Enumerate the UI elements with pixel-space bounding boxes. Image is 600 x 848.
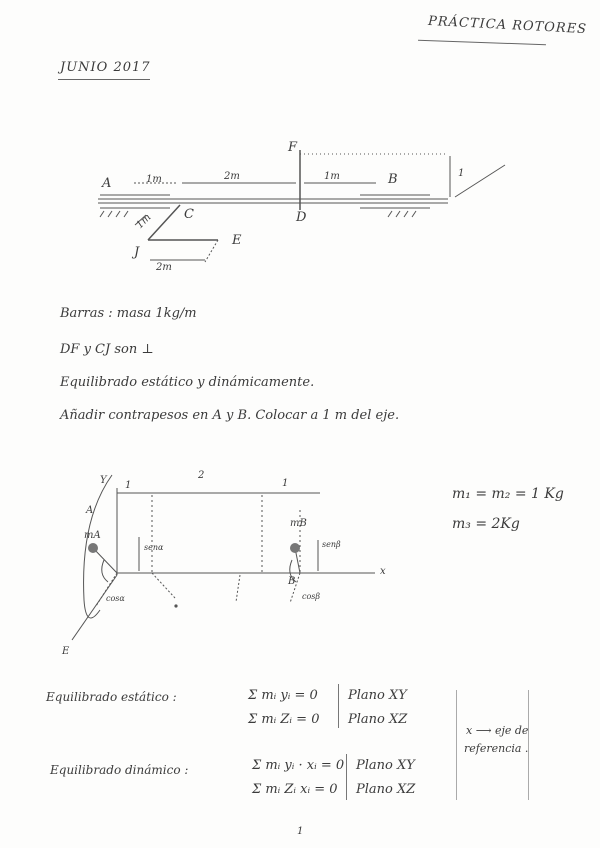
- label-j: J: [134, 245, 140, 260]
- dim-mid: 2: [198, 470, 205, 481]
- dim-height: 1: [458, 168, 465, 179]
- label-f: F: [288, 140, 298, 155]
- point-a-label: A: [86, 505, 94, 516]
- mass-a-dot: [88, 543, 98, 553]
- dynamic-divider: [346, 754, 347, 800]
- cos-alpha: cosα: [106, 594, 125, 603]
- label-e: E: [232, 233, 242, 248]
- sen-beta: senβ: [322, 540, 341, 549]
- static-divider: [338, 684, 339, 728]
- dim-db: 1m: [324, 171, 340, 182]
- static-plane-1: Plano XY: [348, 688, 407, 703]
- mass-b-dot: [290, 543, 300, 553]
- label-d: D: [296, 210, 307, 225]
- z-axis: [72, 575, 117, 640]
- page-header-title: PRÁCTICA ROTORES: [427, 13, 588, 38]
- static-plane-2: Plano XZ: [348, 712, 408, 727]
- note-counterweights: Añadir contrapesos en A y B. Colocar a 1 m del eje.: [60, 408, 400, 423]
- mass-m3: m₃ = 2Kg: [452, 516, 520, 532]
- page-date: JUNIO 2017: [60, 60, 151, 75]
- x-axis-label: x: [380, 566, 386, 577]
- sen-alpha: senα: [144, 543, 164, 552]
- label-a: A: [102, 176, 112, 191]
- mass-b-label: mB: [290, 518, 307, 529]
- page-number: 1: [297, 826, 304, 837]
- dim-right: 1: [282, 478, 289, 489]
- dynamic-balance-label: Equilibrado dinámico :: [50, 763, 189, 777]
- dynamic-eq-1: Σ mᵢ yᵢ · xᵢ = 0: [252, 758, 345, 773]
- masses-m1-m2: m₁ = m₂ = 1 Kg: [452, 486, 564, 502]
- note-perpendicular: DF y CJ son ⊥: [60, 342, 154, 357]
- point-b-label: B: [288, 576, 296, 587]
- axis-note-line-1: x ⟶ eje de: [466, 724, 529, 737]
- label-b: B: [388, 172, 398, 187]
- label-c: C: [184, 207, 194, 222]
- z-axis-label: E: [62, 646, 70, 657]
- static-balance-label: Equilibrado estático :: [46, 690, 177, 704]
- dim-cj: 1m: [134, 212, 154, 231]
- note-balance: Equilibrado estático y dinámicamente.: [60, 375, 315, 390]
- note-bars: Barras : masa 1kg/m: [60, 306, 197, 321]
- y-axis-label: Y: [100, 475, 107, 486]
- static-eq-2: Σ mᵢ Zᵢ = 0: [248, 712, 320, 727]
- mass-a-label: mA: [84, 530, 101, 541]
- dynamic-plane-1: Plano XY: [356, 758, 415, 773]
- dim-ac: 1m: [146, 174, 162, 185]
- dynamic-plane-2: Plano XZ: [356, 782, 416, 797]
- dim-je: 2m: [156, 262, 172, 273]
- dim-cd: 2m: [224, 171, 240, 182]
- cos-beta: cosβ: [302, 592, 321, 601]
- axis-note-line-2: referencia .: [464, 742, 529, 755]
- axis-note-left-border: [456, 690, 457, 800]
- static-eq-1: Σ mᵢ yᵢ = 0: [248, 688, 318, 703]
- dim-left: 1: [125, 480, 132, 491]
- dynamic-eq-2: Σ mᵢ Zᵢ xᵢ = 0: [252, 782, 338, 797]
